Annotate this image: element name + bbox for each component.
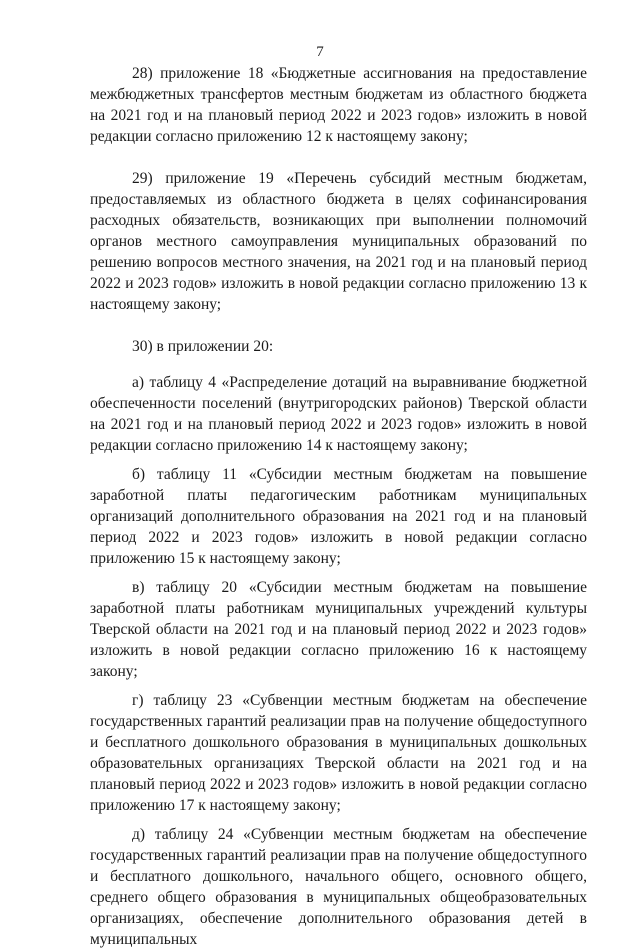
paragraph-subitem-g: г) таблицу 23 «Субвенции местным бюджетам на обеспечение государственных гарантий реализации прав на получение общедоступного и бесплатного дошкольного образования в муниципальных дошкольных образовательных организациях Тверской области на 2021 год и на плановый период 2022 и 2023 годов» изложить в новой редакции согласно приложению 17 к настоящему закону; (90, 692, 587, 814)
paragraph-item-28: 28) приложение 18 «Бюджетные ассигнования на предоставление межбюджетных трансфертов местным бюджетам из областного бюджета на 2021 год и на плановый период 2022 и 2023 годов» изложить в новой редакции согласно приложению 12 к настоящему закону; (90, 65, 587, 145)
paragraph-subitem-a: а) таблицу 4 «Распределение дотаций на выравнивание бюджетной обеспеченности поселений (внутригородских районов) Тверской области на 2021 год и на плановый период 2022 и 2023 годов» изложить в новой редакции согласно приложению 14 к настоящему закону; (90, 374, 587, 454)
page-number: 7 (316, 44, 324, 60)
paragraph-subitem-d: д) таблицу 24 «Субвенции местным бюджетам на обеспечение государственных гарантий реализации прав на получение общедоступного и бесплатного дошкольного, начального общего, основного общего, среднего общего образования в муниципальных общеобразовательных организациях, обеспечение дополнительного образования детей в муниципальных (90, 826, 587, 948)
document-body (90, 63, 587, 950)
paragraph-subitem-b: б) таблицу 11 «Субсидии местным бюджетам на повышение заработной платы педагогическим работникам муниципальных организаций дополнительного образования на 2021 год и на плановый период 2022 и 2023 годов» изложить в новой редакции согласно приложению 15 к настоящему закону; (90, 466, 587, 567)
paragraph-item-29: 29) приложение 19 «Перечень субсидий местным бюджетам, предоставляемых из областного бюджета в целях софинансирования расходных обязательств, возникающих при выполнении полномочий органов местного самоуправления муниципальных образований по решению вопросов местного значения, на 2021 год и на плановый период 2022 и 2023 годов» изложить в новой редакции согласно приложению 13 к настоящему закону; (90, 170, 587, 313)
paragraph-subitem-v: в) таблицу 20 «Субсидии местным бюджетам на повышение заработной платы работникам муниципальных учреждений культуры Тверской области на 2021 год и на плановый период 2022 и 2023 годов» изложить в новой редакции согласно приложению 16 к настоящему закону; (90, 579, 587, 680)
paragraph-item-30: 30) в приложении 20: (132, 338, 274, 355)
